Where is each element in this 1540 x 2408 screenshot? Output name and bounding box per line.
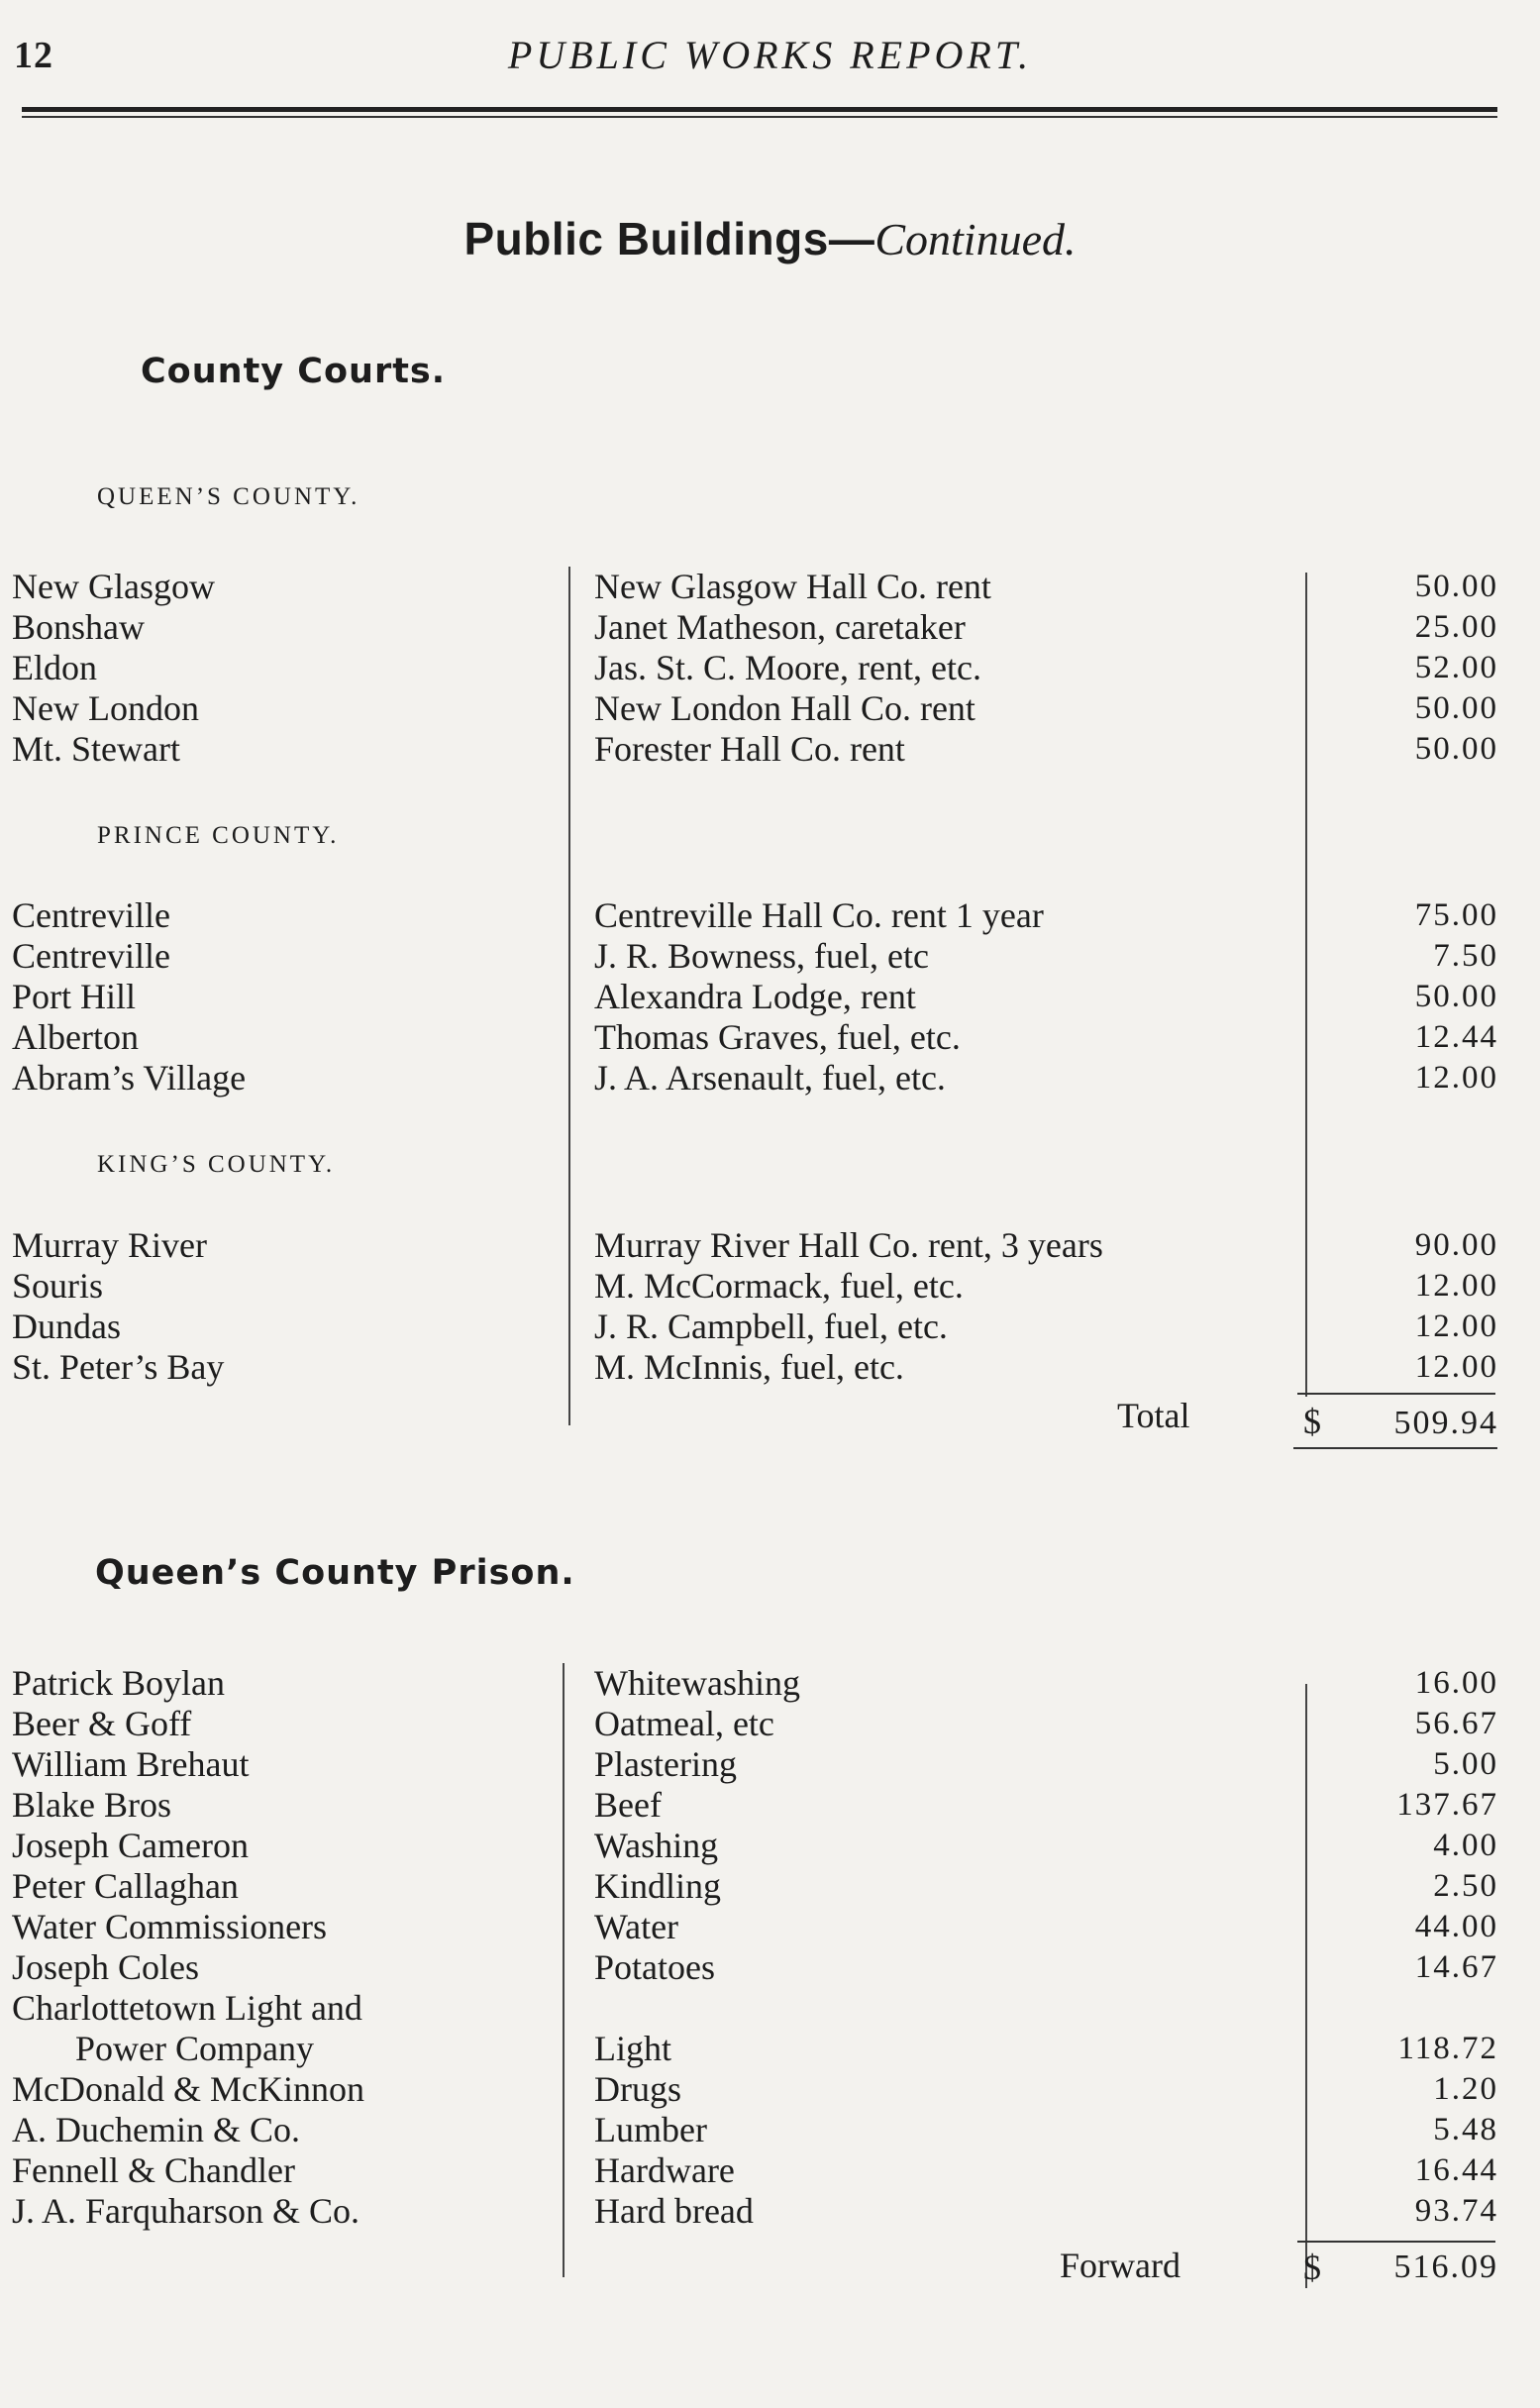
table-row [0, 1225, 1540, 1266]
amount-cell: 25.00 [1414, 609, 1498, 645]
name-cell: A. Duchemin & Co. [12, 2110, 300, 2149]
name-cell: Charlottetown Light and [12, 1988, 362, 2028]
amount-cell: 16.00 [1414, 1665, 1498, 1701]
amount-cell: 12.00 [1414, 1060, 1498, 1096]
total-label: Total [1117, 1396, 1190, 1435]
item-cell: Whitewashing [594, 1663, 800, 1703]
table-row [0, 1266, 1540, 1307]
place-cell: New Glasgow [12, 567, 215, 606]
total-rule-bottom [1293, 1447, 1497, 1449]
total-rule-top [1297, 1393, 1495, 1395]
total-amount: 509.94 [1393, 1405, 1498, 1441]
amount-cell: 16.44 [1414, 2152, 1498, 2188]
table-row [0, 688, 1540, 729]
section-title-main: Public Buildings— [463, 213, 875, 264]
payee-cell: Alexandra Lodge, rent [594, 977, 916, 1016]
amount-cell: 12.00 [1414, 1268, 1498, 1304]
item-cell: Water [594, 1907, 679, 1946]
table-row [0, 1347, 1540, 1388]
name-cell: Fennell & Chandler [12, 2150, 295, 2190]
payee-cell: Murray River Hall Co. rent, 3 years [594, 1225, 1103, 1265]
name-cell: Water Commissioners [12, 1907, 328, 1946]
name-cell: Blake Bros [12, 1785, 171, 1825]
prison-column-rule-left [563, 1663, 565, 2277]
table-row [0, 1663, 1540, 1704]
table-row [0, 895, 1540, 936]
header-rule-thin [22, 116, 1497, 118]
table-row [0, 2029, 1540, 2069]
table-row [0, 729, 1540, 770]
name-cell: William Brehaut [12, 1744, 250, 1784]
forward-amount: 516.09 [1393, 2249, 1498, 2285]
table-row [0, 2150, 1540, 2191]
table-row [0, 977, 1540, 1017]
amount-cell: 5.00 [1433, 1746, 1498, 1782]
place-cell: New London [12, 688, 199, 728]
place-cell: Abram’s Village [12, 1058, 247, 1098]
item-cell: Beef [594, 1785, 662, 1825]
table-row [0, 1307, 1540, 1347]
table-row [0, 567, 1540, 607]
county-heading-queens: QUEEN’S COUNTY. [97, 483, 360, 510]
amount-cell: 1.20 [1433, 2071, 1498, 2107]
prison-heading: Queen’s County Prison. [95, 1553, 575, 1593]
column-rule-right [1305, 573, 1307, 1397]
payee-cell: J. R. Campbell, fuel, etc. [594, 1307, 948, 1346]
amount-cell: 118.72 [1397, 2031, 1498, 2066]
section-title-continued: Continued. [874, 214, 1077, 264]
header-rule-thick [22, 107, 1497, 112]
payee-cell: New London Hall Co. rent [594, 688, 975, 728]
place-cell: Bonshaw [12, 607, 145, 647]
name-cell: J. A. Farquharson & Co. [12, 2191, 359, 2231]
payee-cell: Forester Hall Co. rent [594, 729, 905, 769]
column-rule-left [568, 567, 570, 1425]
amount-cell: 137.67 [1396, 1787, 1498, 1823]
place-cell: Port Hill [12, 977, 137, 1016]
name-cell: Power Company [75, 2029, 314, 2068]
table-row [0, 1826, 1540, 1866]
total-currency: $ [1303, 1402, 1321, 1441]
name-cell: Peter Callaghan [12, 1866, 239, 1906]
amount-cell: 50.00 [1414, 690, 1498, 726]
name-cell: McDonald & McKinnon [12, 2069, 364, 2109]
name-cell: Joseph Coles [12, 1947, 199, 1987]
forward-currency: $ [1303, 2248, 1321, 2287]
amount-cell: 44.00 [1414, 1909, 1498, 1944]
table-row [0, 1744, 1540, 1785]
place-cell: Souris [12, 1266, 104, 1306]
table-row [0, 2110, 1540, 2150]
place-cell: Centreville [12, 936, 170, 976]
amount-cell: 90.00 [1414, 1227, 1498, 1263]
payee-cell: M. McCormack, fuel, etc. [594, 1266, 964, 1306]
prison-column-rule-right [1305, 1684, 1307, 2288]
section-title [0, 212, 1540, 265]
place-cell: Dundas [12, 1307, 121, 1346]
table-row [0, 2069, 1540, 2110]
item-cell: Potatoes [594, 1947, 715, 1987]
table-row [0, 1988, 1540, 2029]
county-heading-kings: KING’S COUNTY. [97, 1151, 336, 1178]
item-cell: Lumber [594, 2110, 707, 2149]
item-cell: Hard bread [594, 2191, 754, 2231]
place-cell: Eldon [12, 648, 97, 687]
place-cell: Alberton [12, 1017, 139, 1057]
amount-cell: 5.48 [1433, 2112, 1498, 2147]
table-row [0, 936, 1540, 977]
table-row [0, 1017, 1540, 1058]
amount-cell: 56.67 [1414, 1706, 1498, 1741]
item-cell: Light [594, 2029, 671, 2068]
amount-cell: 93.74 [1414, 2193, 1498, 2229]
place-cell: Murray River [12, 1225, 207, 1265]
item-cell: Kindling [594, 1866, 722, 1906]
amount-cell: 7.50 [1433, 938, 1498, 974]
page-number: 12 [14, 35, 53, 76]
payee-cell: M. McInnis, fuel, etc. [594, 1347, 904, 1387]
table-row [0, 1785, 1540, 1826]
name-cell: Patrick Boylan [12, 1663, 225, 1703]
amount-cell: 14.67 [1414, 1949, 1498, 1985]
forward-label: Forward [1060, 2246, 1181, 2285]
amount-cell: 52.00 [1414, 650, 1498, 685]
payee-cell: Thomas Graves, fuel, etc. [594, 1017, 961, 1057]
amount-cell: 50.00 [1414, 979, 1498, 1014]
payee-cell: Centreville Hall Co. rent 1 year [594, 895, 1044, 935]
amount-cell: 12.00 [1414, 1349, 1498, 1385]
payee-cell: J. A. Arsenault, fuel, etc. [594, 1058, 946, 1098]
amount-cell: 50.00 [1414, 731, 1498, 767]
payee-cell: Janet Matheson, caretaker [594, 607, 966, 647]
table-row [0, 1947, 1540, 1988]
name-cell: Joseph Cameron [12, 1826, 249, 1865]
table-row [0, 1704, 1540, 1744]
place-cell: St. Peter’s Bay [12, 1347, 225, 1387]
amount-cell: 12.44 [1414, 1019, 1498, 1055]
table-row [0, 1907, 1540, 1947]
item-cell: Drugs [594, 2069, 681, 2109]
table-row [0, 607, 1540, 648]
county-courts-heading: County Courts. [141, 352, 447, 391]
name-cell: Beer & Goff [12, 1704, 192, 1743]
table-row [0, 2191, 1540, 2232]
item-cell: Hardware [594, 2150, 735, 2190]
place-cell: Mt. Stewart [12, 729, 180, 769]
table-row [0, 1866, 1540, 1907]
amount-cell: 4.00 [1433, 1828, 1498, 1863]
amount-cell: 2.50 [1433, 1868, 1498, 1904]
table-row [0, 1058, 1540, 1099]
amount-cell: 75.00 [1414, 897, 1498, 933]
amount-cell: 12.00 [1414, 1309, 1498, 1344]
payee-cell: Jas. St. C. Moore, rent, etc. [594, 648, 981, 687]
place-cell: Centreville [12, 895, 170, 935]
payee-cell: New Glasgow Hall Co. rent [594, 567, 991, 606]
page-header [0, 30, 1540, 85]
forward-rule [1297, 2241, 1495, 2243]
item-cell: Oatmeal, etc [594, 1704, 774, 1743]
running-title: PUBLIC WORKS REPORT. [507, 33, 1033, 77]
item-cell: Plastering [594, 1744, 737, 1784]
item-cell: Washing [594, 1826, 719, 1865]
payee-cell: J. R. Bowness, fuel, etc [594, 936, 929, 976]
table-row [0, 648, 1540, 688]
amount-cell: 50.00 [1414, 569, 1498, 604]
county-heading-prince: PRINCE COUNTY. [97, 822, 340, 849]
